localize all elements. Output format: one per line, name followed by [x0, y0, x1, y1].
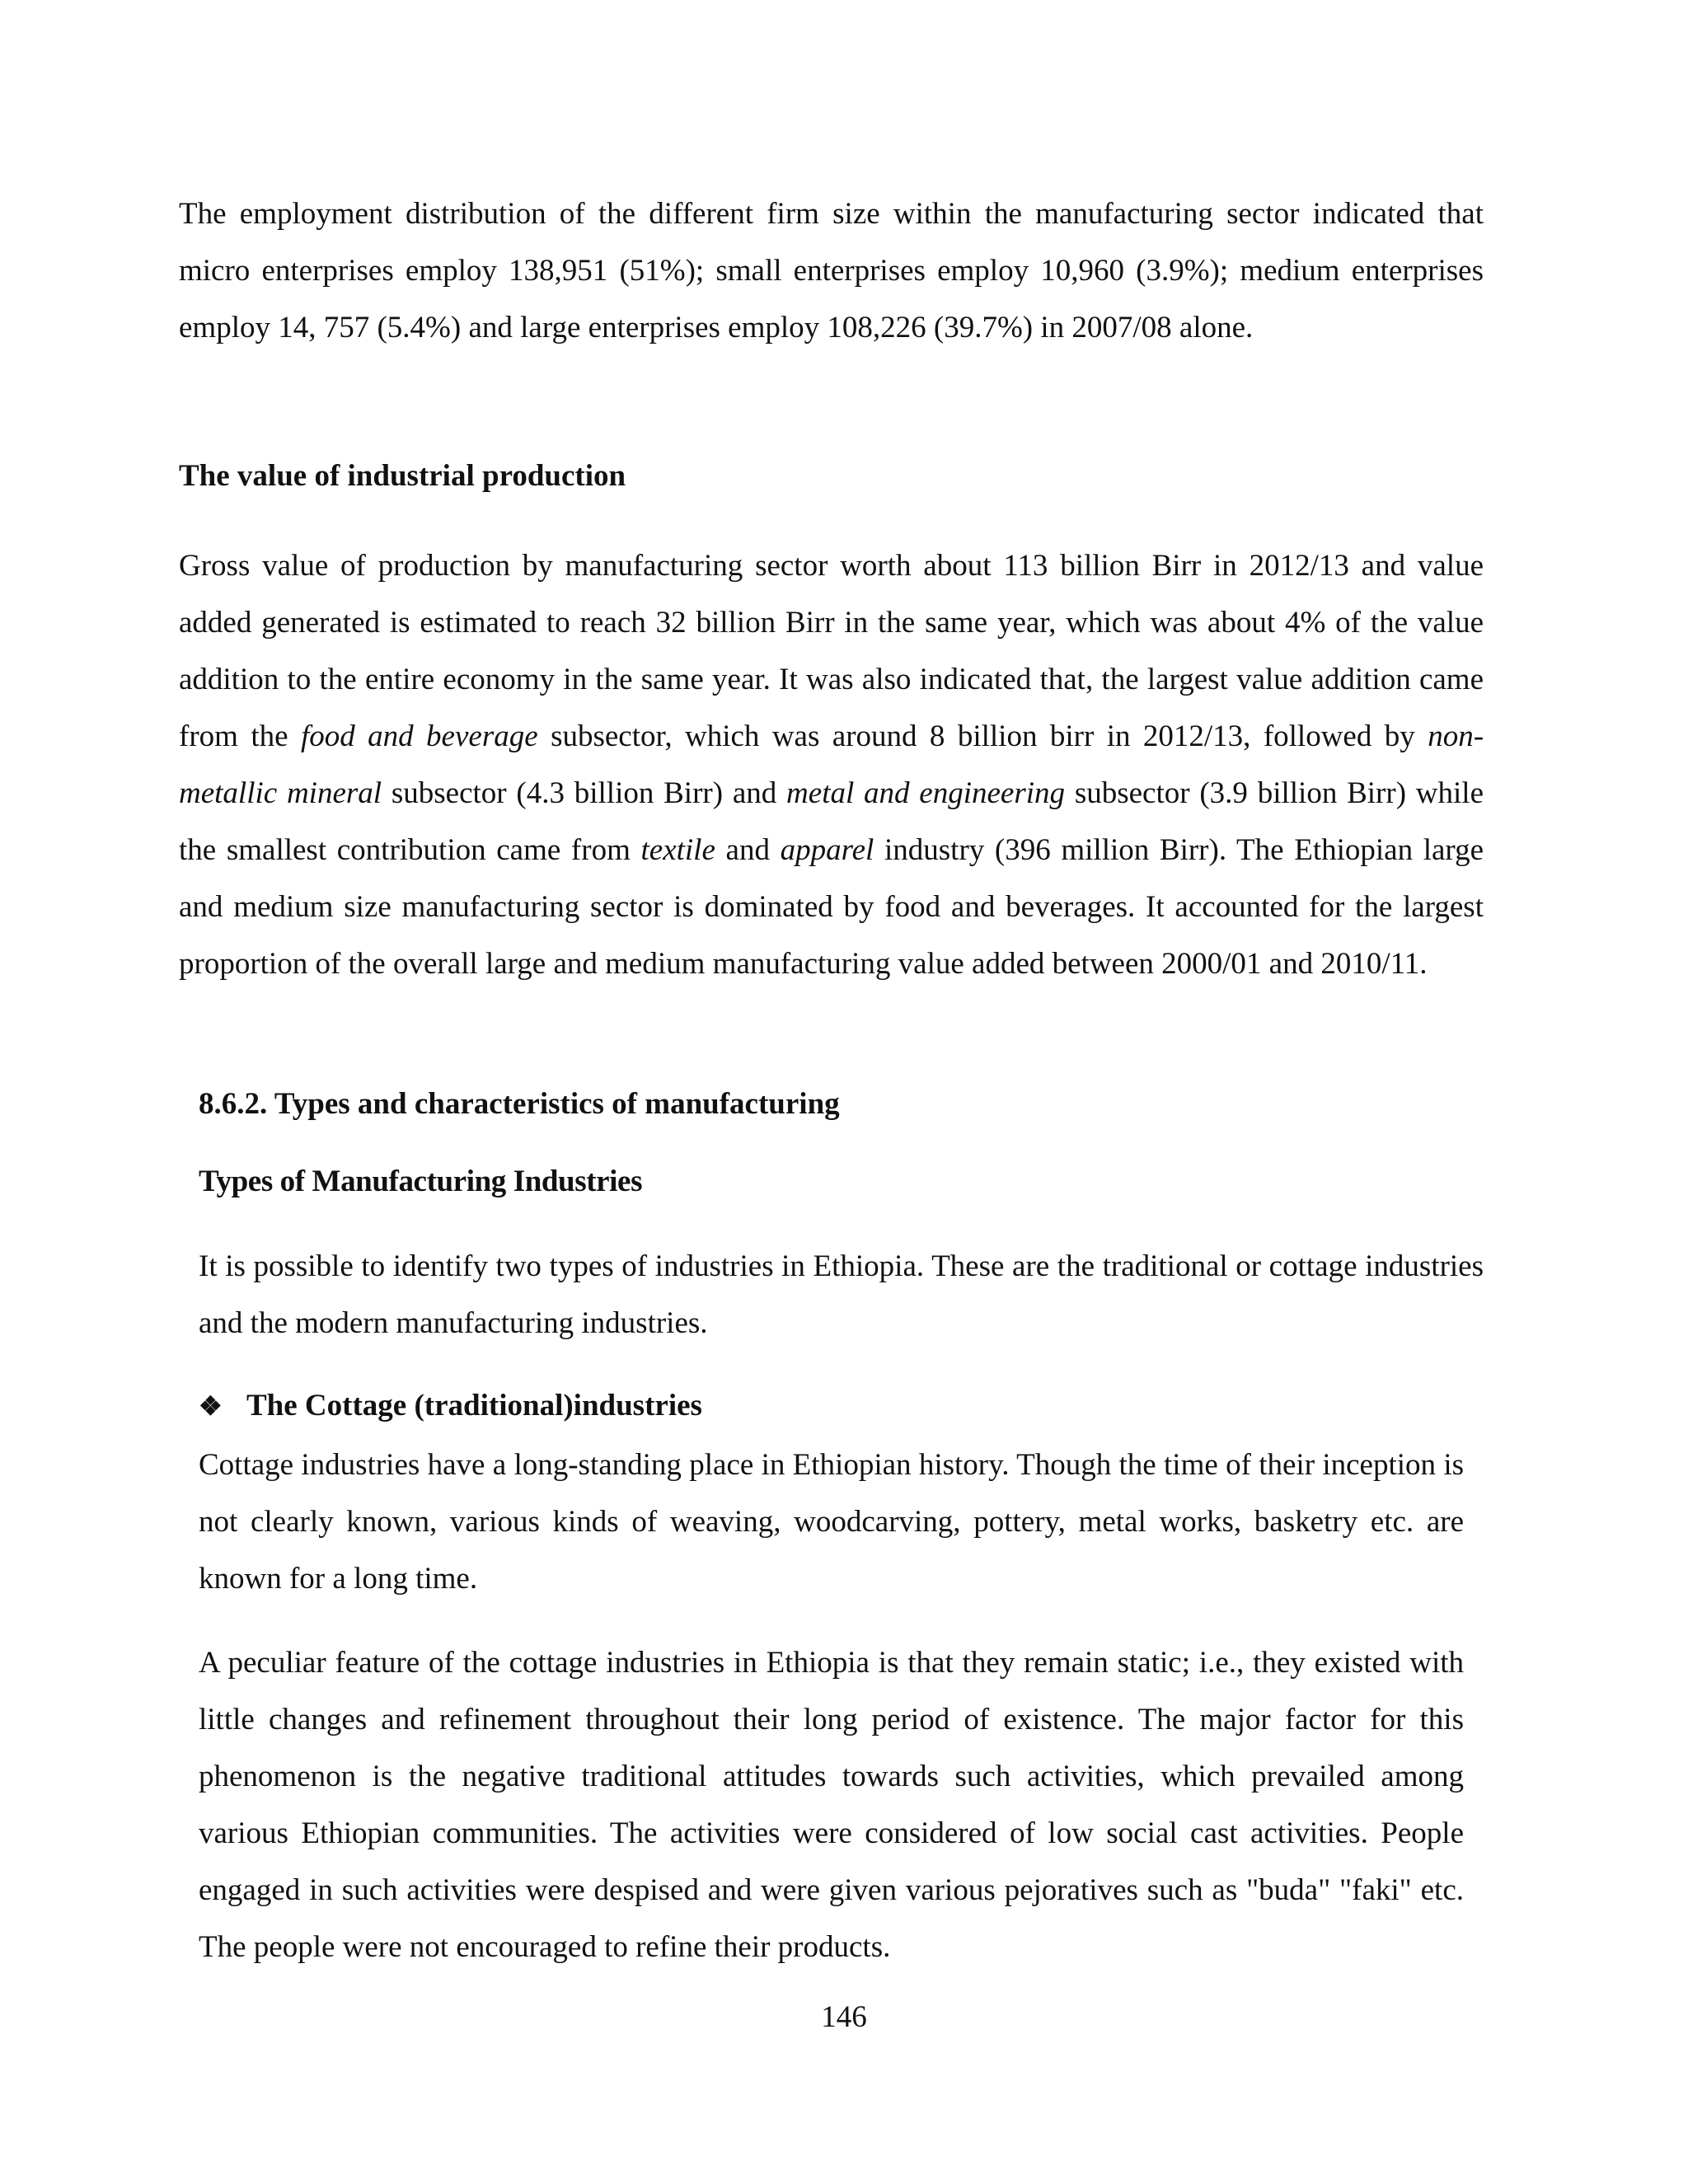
value-text-6: industry (396 million Birr). The Ethiopian large and medium size manufacturing sector is dominated by food and beverages. It accounted for the largest proportion of the overall large and medium manufacturing value added between 2000/01 and 2010/11.: [179, 833, 1484, 981]
emphasis-metal-engineering: metal and engineering: [786, 776, 1066, 810]
value-text-2: subsector, which was around 8 billion birr in 2012/13, followed by: [537, 719, 1428, 753]
value-text-4: subsector (3.9 billion Birr) while the smallest contribution came from: [179, 776, 1484, 867]
diamond-bullet-icon: ❖: [199, 1391, 223, 1421]
cottage-paragraph-2: A peculiar feature of the cottage industries in Ethiopia is that they remain static; i.e., they existed with little changes and refinement throughout their long period of existence. The major factor for this phenomenon is the negative traditional attitudes towards such activities, which prevailed among various Ethiopian communities. The activities were considered of low social cast activities. People engaged in such activities were despised and were given various pejoratives such as "buda" "faki" etc. The people were not encouraged to refine their products.: [199, 1646, 1464, 1964]
employment-paragraph: The employment distribution of the different firm size within the manufacturing sector indicated that micro enterprises employ 138,951 (51%); small enterprises employ 10,960 (3.9%); medium enterprises employ 14, 757 (5.4%) and large enterprises employ 108,226 (39.7%) in 2007/08 alone.: [179, 197, 1484, 344]
value-text-5: and: [715, 833, 781, 867]
heading-cottage-industries: The Cottage (traditional)industries: [246, 1389, 702, 1422]
cottage-paragraph-1: Cottage industries have a long-standing place in Ethiopian history. Though the time of their inception is not clearly known, various kinds of weaving, woodcarving, pottery, metal works, basketry etc. are known for a long time.: [199, 1448, 1464, 1596]
value-text-3: subsector (4.3 billion Birr) and: [382, 776, 787, 810]
page-number: 146: [821, 2000, 867, 2034]
emphasis-textile: textile: [640, 833, 715, 867]
emphasis-apparel: apparel: [780, 833, 874, 867]
cottage-heading-row: [199, 1387, 1484, 1425]
value-text-1: Gross value of production by manufacturing sector worth about 113 billion Birr in 2012/13 and value added generated is estimated to reach 32 billion Birr in the same year, which was about 4% of the value addition to the entire economy in the same year. It was also indicated that, the largest value addition came from the: [179, 549, 1484, 753]
value-production-paragraph: [179, 537, 1484, 992]
types-intro-paragraph: It is possible to identify two types of industries in Ethiopia. These are the traditional or cottage industries and the modern manufacturing industries.: [199, 1249, 1484, 1340]
section-heading-8-6-2: 8.6.2. Types and characteristics of manufacturing: [199, 1087, 840, 1121]
heading-value-industrial-production: The value of industrial production: [179, 459, 626, 493]
emphasis-food-beverage: food and beverage: [300, 719, 538, 753]
heading-types-manufacturing-industries: Types of Manufacturing Industries: [199, 1165, 643, 1198]
emphasis-non-metallic-mineral: non-metallic mineral: [179, 719, 1484, 810]
